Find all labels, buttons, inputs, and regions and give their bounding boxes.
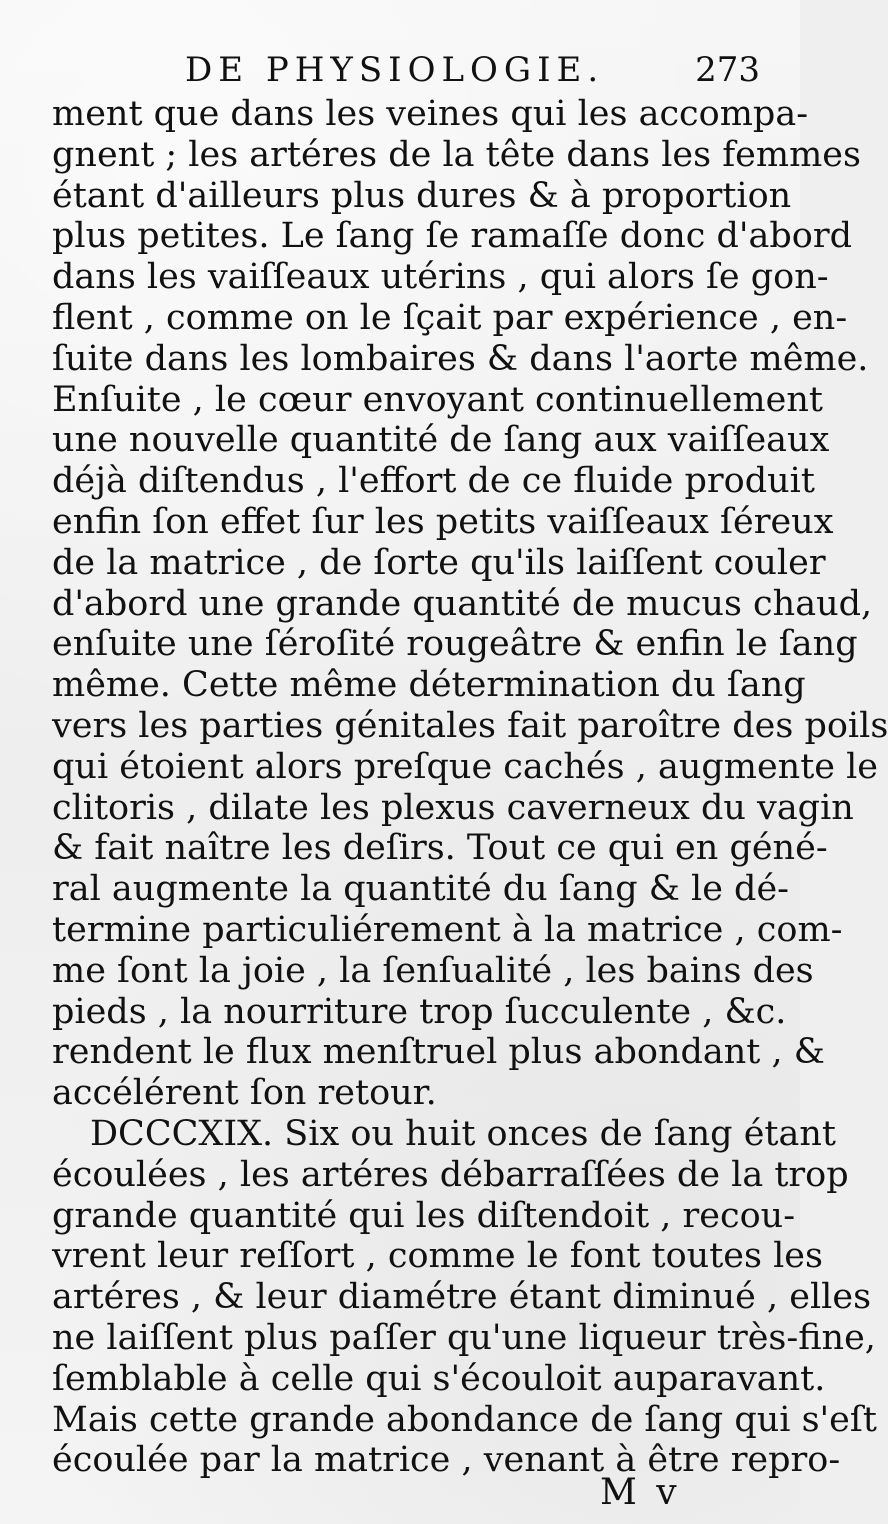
body-text [52, 94, 888, 1481]
running-head: DE PHYSIOLOGIE. [185, 50, 605, 90]
signature-mark: M v [600, 1472, 681, 1513]
text-line: clitoris , dilate les plexus caverneux du vagin [52, 787, 854, 828]
text-line: me ſont la joie , la ſenſualité , les bains des [52, 950, 814, 991]
text-line: grande quantité qui les diſtendoit , recou- [52, 1195, 796, 1236]
page-header [0, 44, 800, 96]
text-line: écoulées , les artéres débarraſſées de la trop [52, 1154, 849, 1195]
text-line: Enſuite , le cœur envoyant continuellement [52, 379, 823, 420]
text-line: écoulée par la matrice , venant à être repro- [52, 1440, 841, 1481]
text-line: rendent le flux menſtruel plus abondant , & [52, 1032, 825, 1073]
text-line: plus petites. Le ſang ſe ramaſſe donc d'abord [52, 216, 853, 257]
text-line: gnent ; les artéres de la tête dans les femmes [52, 134, 861, 175]
text-line: vers les parties génitales fait paroître des poils [52, 705, 888, 746]
text-line: vrent leur reſſort , comme le font toutes les [52, 1236, 823, 1277]
text-line: ſemblable à celle qui s'écouloit auparavant. [52, 1358, 826, 1399]
text-line: & fait naître les deſirs. Tout ce qui en géné- [52, 828, 828, 869]
text-line: une nouvelle quantité de ſang aux vaiſſeaux [52, 420, 830, 461]
text-line: déjà diſtendus , l'effort de ce fluide produit [52, 461, 815, 502]
text-line: d'abord une grande quantité de mucus chaud, [52, 583, 873, 624]
text-line: dans les vaiſſeaux utérins , qui alors ſe gon- [52, 257, 829, 298]
text-line: termine particuliérement à la matrice , com- [52, 909, 843, 950]
page-number: 273 [695, 50, 760, 90]
text-line: ne laiſſent plus paſſer qu'une liqueur très-fine, [52, 1317, 876, 1358]
text-line: artéres , & leur diamétre étant diminué , elles [52, 1277, 872, 1318]
text-line: ral augmente la quantité du ſang & le dé- [52, 869, 789, 910]
text-line: enfin ſon effet ſur les petits vaiſſeaux ſéreux [52, 501, 834, 542]
text-line: pieds , la nourriture trop ſucculente , &c. [52, 991, 787, 1032]
text-line: qui étoient alors preſque cachés , augmente le [52, 746, 879, 787]
text-line: Mais cette grande abondance de ſang qui s'eſt [52, 1399, 877, 1440]
text-line: ment que dans les veines qui les accompa- [52, 94, 809, 134]
text-line: ſuite dans les lombaires & dans l'aorte même. [52, 338, 869, 379]
text-line: même. Cette même détermination du ſang [52, 665, 806, 706]
section-start-line: DCCCXIX. Six ou huit onces de ſang étant [90, 1113, 836, 1154]
text-line: étant d'ailleurs plus dures & à proportion [52, 175, 792, 216]
text-line: de la matrice , de ſorte qu'ils laiſſent couler [52, 542, 826, 583]
text-line: accélérent ſon retour. [52, 1073, 437, 1114]
text-line: flent , comme on le ſçait par expérience , en- [52, 297, 848, 338]
text-line: enſuite une ſéroſité rougeâtre & enfin le ſang [52, 624, 858, 665]
